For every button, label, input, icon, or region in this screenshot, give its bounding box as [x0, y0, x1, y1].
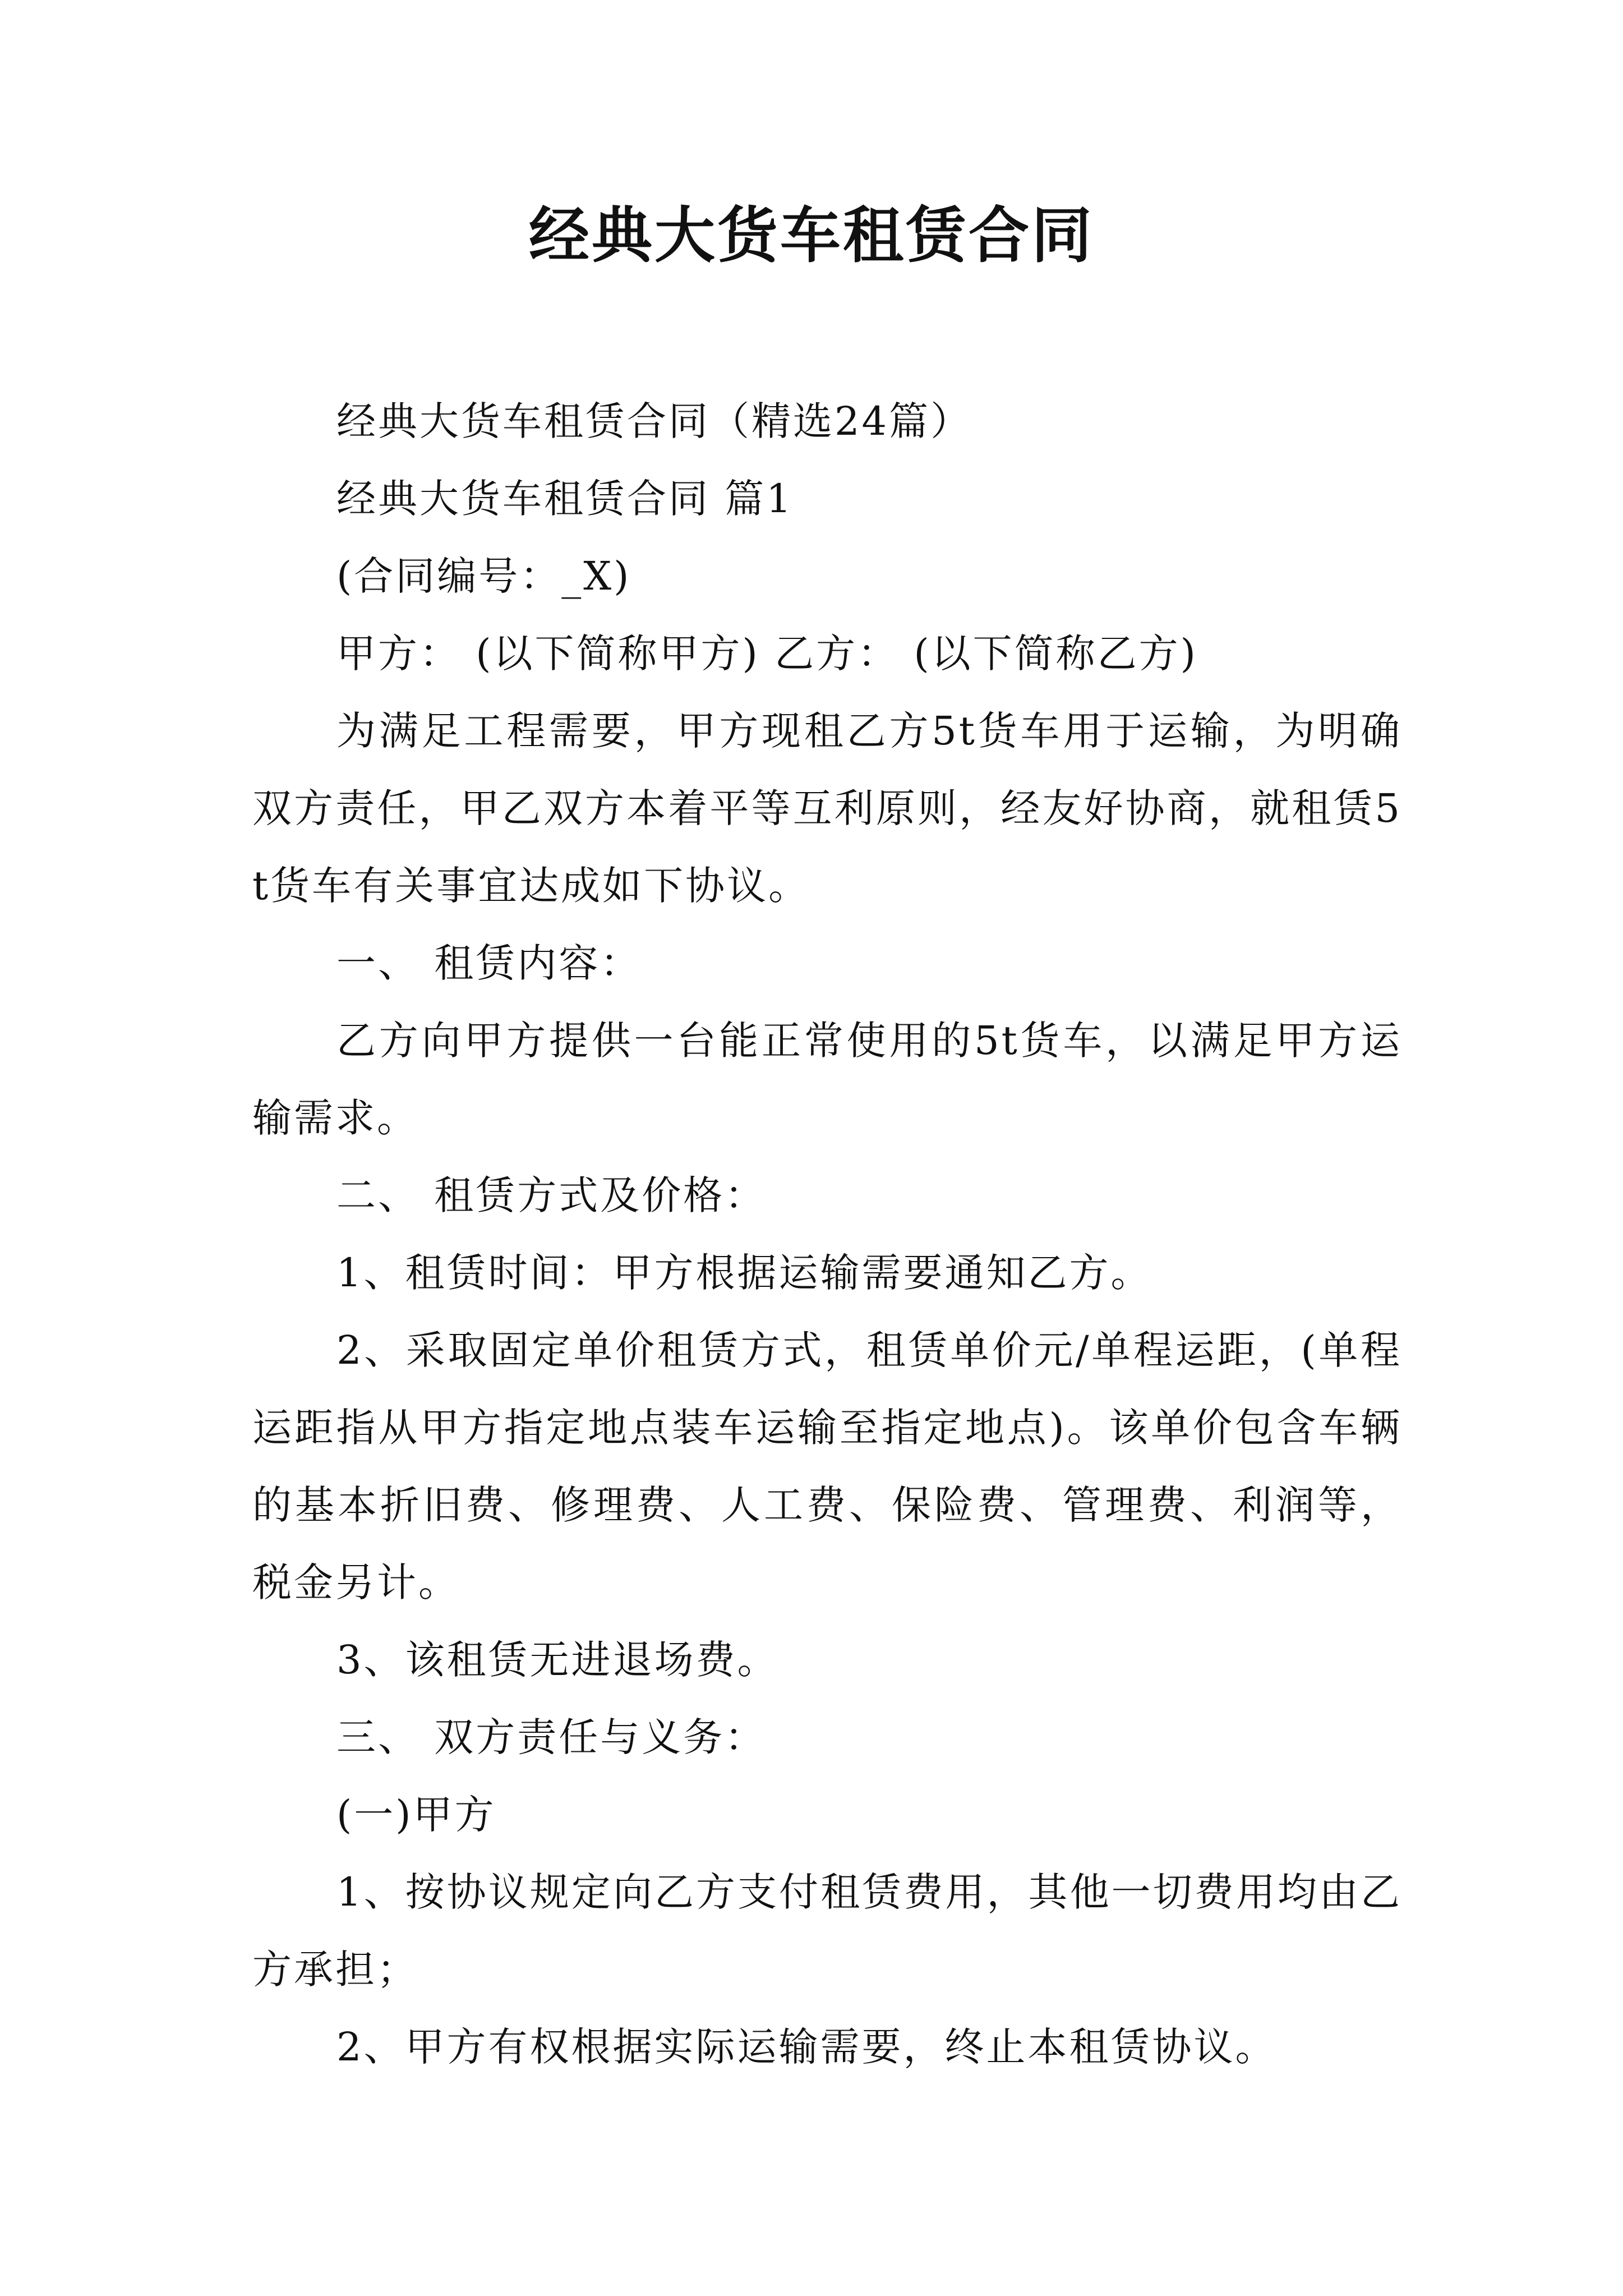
paragraph: 甲方： (以下简称甲方) 乙方： (以下简称乙方): [336, 631, 1198, 677]
subsection-heading: (一)甲方: [336, 1792, 496, 1838]
document-title: 经典大货车租赁合同: [528, 200, 1094, 271]
paragraph: 1、按协议规定向乙方支付租赁费用，其他一切费用均由乙方承担；: [252, 1869, 1402, 1993]
paragraph: 2、甲方有权根据实际运输需要，终止本租赁协议。: [336, 2024, 1277, 2070]
paragraph: 3、该租赁无进退场费。: [336, 1637, 779, 1683]
paragraph: 经典大货车租赁合同（精选24篇）: [336, 398, 972, 444]
paragraph: 乙方向甲方提供一台能正常使用的5t货车，以满足甲方运输需求。: [252, 1018, 1402, 1141]
paragraph: 1、租赁时间：甲方根据运输需要通知乙方。: [336, 1250, 1152, 1296]
paragraph: 经典大货车租赁合同 篇1: [336, 476, 794, 522]
section-heading: 一、 租赁内容：: [336, 940, 642, 986]
paragraph: 为满足工程需要，甲方现租乙方5t货车用于运输，为明确双方责任，甲乙双方本着平等互利原则，经友好协商，就租赁5t货车有关事宜达成如下协议。: [252, 708, 1402, 909]
section-heading: 二、 租赁方式及价格：: [336, 1172, 767, 1218]
paragraph: 2、采取固定单价租赁方式，租赁单价元/单程运距，(单程运距指从甲方指定地点装车运输至指定地点)。该单价包含车辆的基本折旧费、修理费、人工费、保险费、管理费、利润等，税金另计。: [252, 1327, 1402, 1605]
paragraph: (合同编号：_X): [336, 553, 631, 599]
section-heading: 三、 双方责任与义务：: [336, 1714, 767, 1760]
document-body: [252, 383, 1402, 2086]
